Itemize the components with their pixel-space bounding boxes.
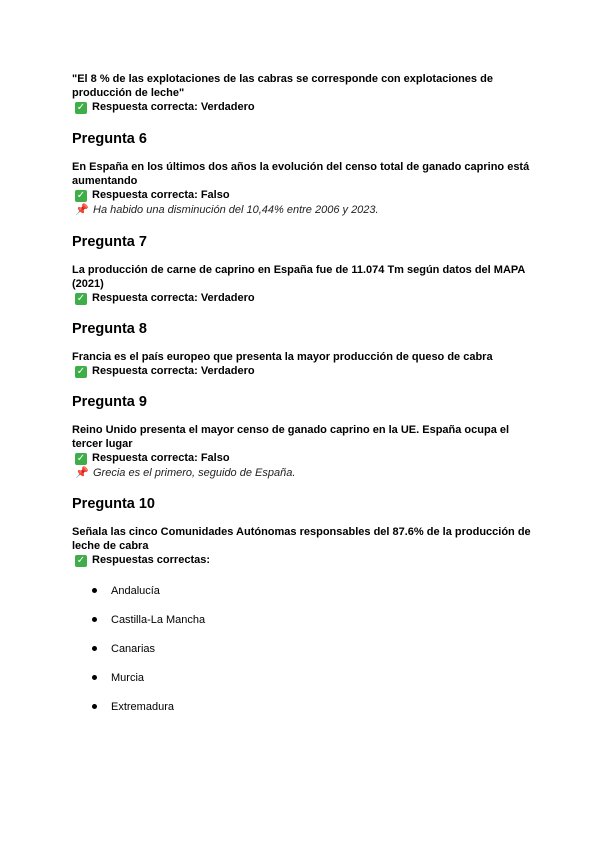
question-heading: Pregunta 9 xyxy=(72,394,147,410)
answer-line xyxy=(75,100,532,115)
question-block-6 xyxy=(72,130,532,218)
check-mark-icon: ✓ xyxy=(76,292,86,304)
answer-list xyxy=(72,576,532,721)
list-item: Extremadura xyxy=(72,692,532,721)
answer-text: Respuestas correctas: xyxy=(92,554,211,566)
answer-text: Respuesta correcta: Verdadero xyxy=(92,292,255,304)
question-block-9 xyxy=(72,393,532,481)
check-mark-icon: ✓ xyxy=(76,554,86,566)
check-mark-icon: ✓ xyxy=(76,101,86,113)
answer-text: Respuesta correcta: Verdadero xyxy=(92,101,255,113)
question-text: "El 8 % de las explotaciones de las cabras se corresponde con explotaciones de producción de leche" xyxy=(72,73,493,99)
check-mark-icon: ✓ xyxy=(76,452,86,464)
intro-block xyxy=(72,72,532,115)
question-text: La producción de carne de caprino en España fue de 11.074 Tm según datos del MAPA (2021) xyxy=(72,264,525,290)
answer-text: Respuesta correcta: Falso xyxy=(92,452,230,464)
question-block-10 xyxy=(72,495,532,721)
bullet-icon xyxy=(92,646,97,651)
bullet-icon xyxy=(92,704,97,709)
check-mark-icon: ✓ xyxy=(76,365,86,377)
answer-text: Respuesta correcta: Falso xyxy=(92,189,230,201)
list-item: Murcia xyxy=(72,663,532,692)
bullet-icon xyxy=(92,588,97,593)
question-heading: Pregunta 6 xyxy=(72,131,147,147)
question-block-7 xyxy=(72,233,532,306)
list-item: Castilla-La Mancha xyxy=(72,605,532,634)
question-text: Señala las cinco Comunidades Autónomas responsables del 87.6% de la producción de leche de cabra xyxy=(72,526,531,552)
question-text: En España en los últimos dos años la evolución del censo total de ganado caprino está aumentando xyxy=(72,161,530,187)
answer-line xyxy=(75,291,532,306)
answer-line xyxy=(75,553,532,568)
pushpin-icon: 📌 xyxy=(75,467,89,479)
question-heading: Pregunta 10 xyxy=(72,496,155,512)
list-item: Andalucía xyxy=(72,576,532,605)
answer-line xyxy=(75,188,532,203)
question-block-8 xyxy=(72,320,532,379)
check-mark-icon: ✓ xyxy=(76,189,86,201)
answer-line xyxy=(75,364,532,379)
note-line xyxy=(75,203,532,218)
list-item: Canarias xyxy=(72,634,532,663)
bullet-icon xyxy=(92,675,97,680)
question-text: Francia es el país europeo que presenta la mayor producción de queso de cabra xyxy=(72,351,493,363)
note-line xyxy=(75,466,532,481)
question-text: Reino Unido presenta el mayor censo de ganado caprino en la UE. España ocupa el tercer lugar xyxy=(72,424,510,450)
bullet-icon xyxy=(92,617,97,622)
question-heading: Pregunta 7 xyxy=(72,234,147,250)
answer-line xyxy=(75,451,532,466)
question-heading: Pregunta 8 xyxy=(72,321,147,337)
note-text: Ha habido una disminución del 10,44% entre 2006 y 2023. xyxy=(93,204,379,216)
answer-text: Respuesta correcta: Verdadero xyxy=(92,365,255,377)
pushpin-icon: 📌 xyxy=(75,204,89,216)
note-text: Grecia es el primero, seguido de España. xyxy=(93,467,296,479)
